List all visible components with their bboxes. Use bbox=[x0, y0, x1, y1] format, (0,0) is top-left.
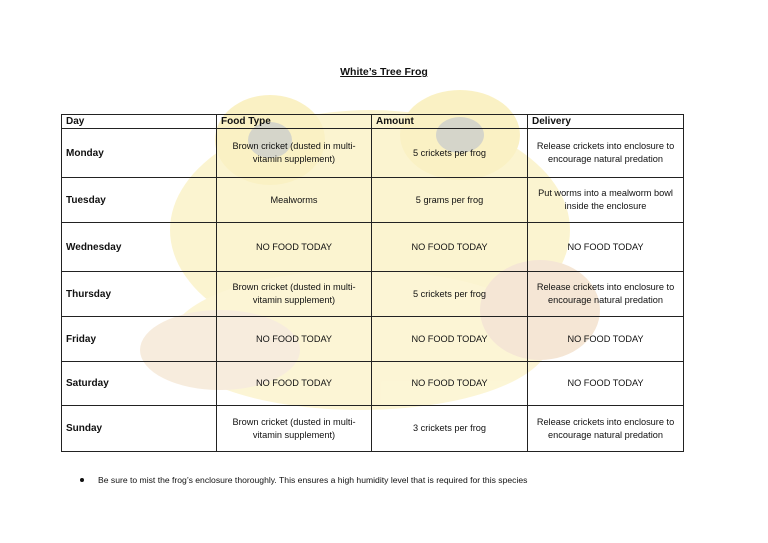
amount-cell: 5 crickets per frog bbox=[372, 129, 528, 178]
food-type-cell: Brown cricket (dusted in multi-vitamin supplement) bbox=[217, 406, 372, 452]
table-row bbox=[62, 406, 684, 452]
humidity-note bbox=[80, 475, 527, 485]
day-cell: Thursday bbox=[62, 272, 217, 317]
feeding-schedule-table bbox=[61, 114, 684, 452]
amount-cell: NO FOOD TODAY bbox=[372, 362, 528, 406]
food-type-cell: Mealworms bbox=[217, 178, 372, 223]
amount-cell: 5 grams per frog bbox=[372, 178, 528, 223]
delivery-cell: Release crickets into enclosure to encourage natural predation bbox=[528, 129, 684, 178]
note-text: Be sure to mist the frog’s enclosure thoroughly. This ensures a high humidity level that is required for this species bbox=[98, 475, 528, 485]
table-row bbox=[62, 129, 684, 178]
food-type-cell: Brown cricket (dusted in multi-vitamin supplement) bbox=[217, 129, 372, 178]
amount-cell: NO FOOD TODAY bbox=[372, 317, 528, 362]
delivery-cell: Release crickets into enclosure to encourage natural predation bbox=[528, 272, 684, 317]
header-amount: Amount bbox=[372, 115, 528, 129]
day-cell: Friday bbox=[62, 317, 217, 362]
delivery-cell: Release crickets into enclosure to encourage natural predation bbox=[528, 406, 684, 452]
amount-cell: NO FOOD TODAY bbox=[372, 223, 528, 272]
food-type-cell: Brown cricket (dusted in multi-vitamin supplement) bbox=[217, 272, 372, 317]
delivery-cell: NO FOOD TODAY bbox=[528, 317, 684, 362]
amount-cell: 5 crickets per frog bbox=[372, 272, 528, 317]
table-header-row bbox=[62, 115, 684, 129]
day-cell: Saturday bbox=[62, 362, 217, 406]
document-title: White’s Tree Frog bbox=[340, 66, 428, 78]
delivery-cell: Put worms into a mealworm bowl inside the enclosure bbox=[528, 178, 684, 223]
table-row bbox=[62, 272, 684, 317]
table-row bbox=[62, 362, 684, 406]
food-type-cell: NO FOOD TODAY bbox=[217, 362, 372, 406]
delivery-cell: NO FOOD TODAY bbox=[528, 362, 684, 406]
day-cell: Sunday bbox=[62, 406, 217, 452]
day-cell: Tuesday bbox=[62, 178, 217, 223]
food-type-cell: NO FOOD TODAY bbox=[217, 223, 372, 272]
header-food-type: Food Type bbox=[217, 115, 372, 129]
amount-cell: 3 crickets per frog bbox=[372, 406, 528, 452]
header-delivery: Delivery bbox=[528, 115, 684, 129]
day-cell: Wednesday bbox=[62, 223, 217, 272]
delivery-cell: NO FOOD TODAY bbox=[528, 223, 684, 272]
table-row bbox=[62, 223, 684, 272]
bullet-icon bbox=[80, 478, 84, 482]
day-cell: Monday bbox=[62, 129, 217, 178]
food-type-cell: NO FOOD TODAY bbox=[217, 317, 372, 362]
header-day: Day bbox=[62, 115, 217, 129]
table-row bbox=[62, 178, 684, 223]
table-row bbox=[62, 317, 684, 362]
